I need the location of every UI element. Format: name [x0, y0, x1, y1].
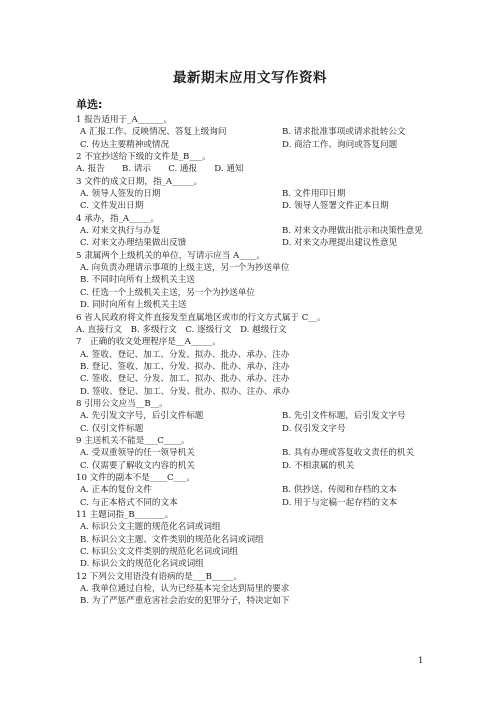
option-line: A. 标识公文主题的规范化名词或词组 — [80, 522, 221, 533]
option-row — [76, 423, 436, 435]
option-row — [76, 410, 436, 422]
option-row — [76, 188, 436, 200]
page-number: 1 — [418, 656, 424, 666]
option-left: C. 与正本格式不同的文本 — [80, 497, 178, 508]
option-right: B. 文件用印日期 — [282, 189, 346, 200]
option-row — [76, 126, 436, 138]
option-right: B. 对来文办理做出批示和决策性意见 — [282, 226, 423, 237]
option-line: B. 标识公文主题、文件类别的规范化名词或词组 — [80, 534, 264, 545]
option-left: A. 受双重领导的任一领导机关 — [80, 448, 195, 459]
option-row — [76, 484, 436, 496]
option-line: C. 任选一个上级机关主送，另一个为抄送单位 — [80, 287, 256, 298]
option-right: D. 领导人签署文件正本日期 — [282, 201, 389, 212]
option-row — [76, 225, 436, 237]
question-line: 2 不宜抄送给下级的文件是_B___。 — [76, 152, 211, 163]
option-line: C. 签收、登记、分发、加工、拟办、批办、承办、注办 — [80, 374, 290, 385]
option-left: A. 正本的复份文件 — [80, 485, 152, 496]
question-line: 11 主题词指_B_______。 — [76, 510, 174, 520]
option-left: C. 仅引文件标题 — [80, 423, 144, 434]
option-line: D. 同时向所有上级机关主送 — [80, 300, 187, 311]
question-line: 10 文件的副本不是____C___。 — [76, 472, 196, 483]
option-row — [76, 460, 436, 472]
option-row — [76, 200, 436, 212]
option-line: D. 签收、登记、加工、分发、批办、拟办、注办、承办 — [80, 386, 290, 397]
question-line: 8 引用公文应当__B__。 — [76, 398, 168, 409]
option-line: A. 我单位通过自检，认为已经基本完全达到局里的要求 — [80, 584, 290, 595]
question-line: A. 直接行文 B. 多级行文 C. 逐级行文 D. 越级行文 — [76, 324, 287, 335]
question-line: A. 报告 B. 请示 C. 通报 D. 通知 — [76, 164, 244, 175]
option-row — [76, 139, 436, 151]
option-right: D. 仅引发文字号 — [282, 423, 346, 434]
question-line: 6 省人民政府将文件直接发至直属地区或市的行文方式属于 C__。 — [76, 312, 326, 323]
option-left: C. 传达主要精神或情况 — [80, 139, 170, 150]
option-right: D. 不相隶属的机关 — [282, 460, 355, 471]
option-right: B. 具有办理或答复收文责任的机关 — [282, 448, 415, 459]
option-right: D. 对来文办理提出建议性意见 — [282, 238, 398, 249]
option-line: C. 标识公文文件类别的规范化名词或词组 — [80, 547, 238, 558]
option-row — [76, 497, 436, 509]
option-line: D. 标识公文的规范化名词或词组 — [80, 559, 204, 570]
question-line: 1 报告适用于_A______。 — [76, 115, 173, 125]
option-right: B. 先引文件标题，后引发文字号 — [282, 411, 406, 422]
option-line: B. 登记、签收、加工、分发、拟办、批办、承办、注办 — [80, 361, 290, 372]
option-right: B. 供抄送、传阅和存档的文本 — [282, 485, 397, 496]
option-line: B. 为了严惩严重危害社会治安的犯罪分子，特决定如下 — [80, 596, 290, 607]
option-left: A. 对来文执行与办复 — [80, 226, 161, 237]
question-line: 5 隶属两个上级机关的单位，写请示应当 A____。 — [76, 250, 266, 261]
question-line: 12 下列公文用语没有语病的是___B_____。 — [76, 571, 243, 582]
section-heading: 单选: — [76, 98, 103, 111]
option-row — [76, 447, 436, 459]
question-line: 4 承办，指_A_____。 — [76, 213, 160, 224]
option-left: C. 仅需要了解收文内容的机关 — [80, 460, 195, 471]
option-left: C. 文件发出日期 — [80, 201, 144, 212]
question-line: 9 主送机关不能是___C____。 — [76, 435, 190, 446]
question-line: 7 正确的收文处理程序是__A_____。 — [76, 337, 221, 348]
option-right: D. 商洽工作、询问或答复问题 — [282, 139, 398, 150]
option-right: D. 用于与定稿一起存档的文本 — [282, 497, 398, 508]
option-line: A. 签收、登记、加工、分发、拟办、批办、承办、注办 — [80, 349, 290, 360]
question-list — [76, 114, 436, 608]
option-left: A. 先引发文字号，后引文件标题 — [80, 411, 204, 422]
option-left: C. 对来文办理结果做出反馈 — [80, 238, 187, 249]
page-title: 最新期末应用文写作资料 — [173, 70, 327, 86]
option-line: A. 向负责办理请示事项的上级主送，另一个为抄送单位 — [80, 263, 290, 274]
option-left: A. 领导人签发的日期 — [80, 189, 161, 200]
option-right: B. 请求批准事项或请求批转公文 — [282, 127, 406, 138]
question-line: 3 文件的成文日期，指_A_____。 — [76, 176, 203, 187]
option-left: A 汇报工作、反映情况、答复上级询问 — [80, 127, 227, 138]
option-line: B. 不同时向所有上级机关主送 — [80, 275, 195, 286]
option-row — [76, 237, 436, 249]
